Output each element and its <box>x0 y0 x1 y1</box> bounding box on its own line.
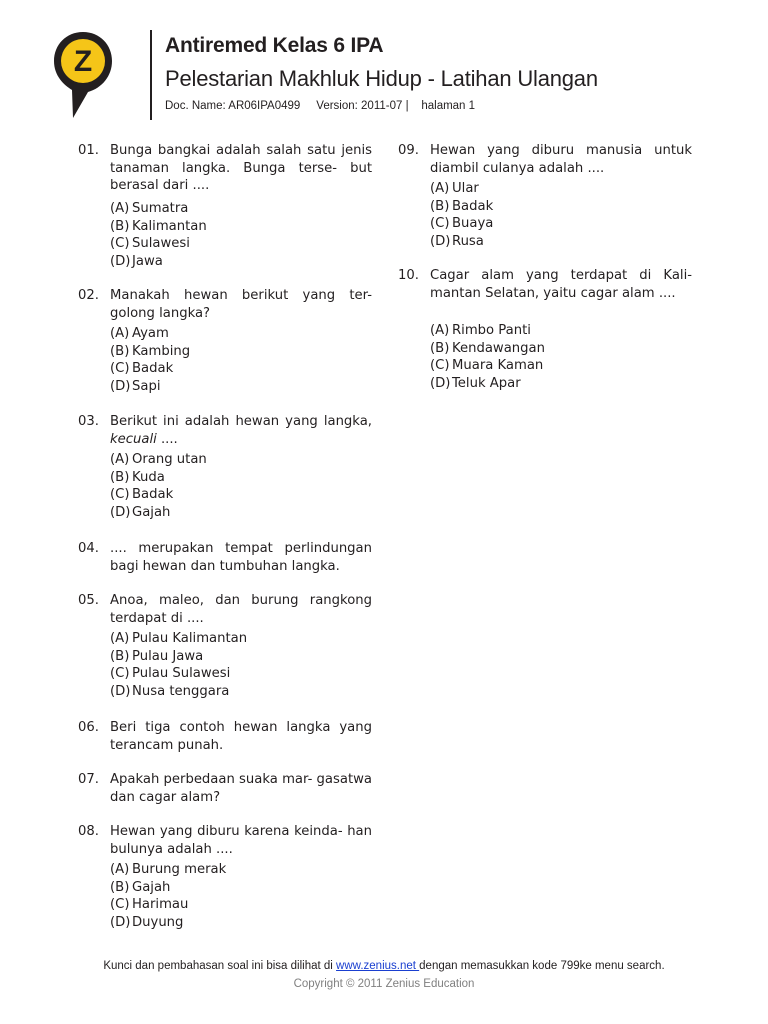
question-text-main: Beri tiga contoh hewan langka yang terancam punah. <box>110 720 372 753</box>
doc-title: Antiremed Kelas 6 IPA <box>165 34 384 57</box>
question-text <box>110 592 372 627</box>
option-text: Orang utan <box>132 452 207 467</box>
footer-text-before: Kunci dan pembahasan soal ini bisa dilihat di <box>103 960 337 972</box>
question-text <box>110 540 372 575</box>
option-a <box>430 180 692 198</box>
header-divider <box>150 30 152 120</box>
option-letter: (A) <box>110 201 130 216</box>
option-d <box>110 253 372 271</box>
option-list <box>110 325 372 395</box>
option-letter: (B) <box>110 218 130 234</box>
option-letter: (C) <box>110 236 130 251</box>
question-number: 04. <box>78 541 99 556</box>
option-letter: (A) <box>430 181 450 196</box>
option-letter: (B) <box>110 469 130 485</box>
option-text: Sumatra <box>132 201 189 216</box>
copyright: Copyright © 2011 Zenius Education <box>293 978 475 990</box>
option-b <box>430 340 692 358</box>
option-text: Kuda <box>132 469 165 485</box>
logo-letter: Z <box>73 45 93 78</box>
option-text: Pulau Kalimantan <box>132 631 248 646</box>
question-number: 01. <box>78 143 99 158</box>
option-letter: (D) <box>110 914 131 930</box>
option-list <box>110 451 372 521</box>
option-c <box>430 215 692 233</box>
option-text: Badak <box>452 198 494 214</box>
option-text: Badak <box>132 361 174 376</box>
option-c <box>430 357 692 375</box>
option-letter: (B) <box>110 648 130 664</box>
option-letter: (C) <box>110 487 130 502</box>
question-number: 07. <box>78 772 99 787</box>
question-number: 02. <box>78 288 99 303</box>
question-text <box>430 267 692 302</box>
question-text-main: Manakah hewan berikut yang ter- golong langka? <box>110 288 372 321</box>
option-letter: (D) <box>430 375 451 391</box>
footer-text-after: dengan memasukkan kode 799ke menu search. <box>419 960 665 972</box>
option-b <box>110 879 372 897</box>
question-text <box>110 142 372 195</box>
option-c <box>110 360 372 378</box>
option-a <box>430 322 692 340</box>
option-c <box>110 235 372 253</box>
question-text <box>110 413 372 448</box>
option-letter: (B) <box>110 879 130 895</box>
option-letter: (C) <box>430 216 450 231</box>
option-letter: (B) <box>430 340 450 356</box>
option-text: Sulawesi <box>132 236 190 251</box>
question-text <box>110 719 372 754</box>
question-text-end: .... <box>156 431 178 447</box>
question-text <box>110 771 372 806</box>
question-text <box>110 823 372 858</box>
question-text <box>430 142 692 177</box>
question-text-main: Bunga bangkai adalah salah satu jenis tanaman langka. Bunga terse- but berasal dari .... <box>110 143 372 193</box>
doc-subtitle: Pelestarian Makhluk Hidup - Latihan Ulangan <box>165 66 598 91</box>
option-d <box>430 233 692 251</box>
option-letter: (D) <box>430 233 451 249</box>
option-letter: (A) <box>110 452 130 467</box>
option-text: Jawa <box>132 253 163 269</box>
option-text: Rusa <box>452 233 484 249</box>
option-letter: (C) <box>110 897 130 912</box>
question-text-main: Berikut ini adalah hewan yang langka, <box>110 414 372 429</box>
option-b <box>110 218 372 236</box>
option-d <box>110 914 372 932</box>
answer-key-note <box>0 960 768 972</box>
option-text: Ayam <box>132 326 169 341</box>
option-letter: (C) <box>430 358 450 373</box>
question-text-main: Apakah perbedaan suaka mar- gasatwa dan cagar alam? <box>110 772 372 805</box>
option-text: Rimbo Panti <box>452 323 531 338</box>
question-text <box>110 287 372 322</box>
option-text: Harimau <box>132 897 189 912</box>
option-letter: (A) <box>430 323 450 338</box>
option-text: Kalimantan <box>132 218 207 234</box>
option-text: Duyung <box>132 914 184 930</box>
option-list <box>430 180 692 250</box>
question-number: 09. <box>398 143 419 158</box>
option-letter: (A) <box>110 326 130 341</box>
option-d <box>110 504 372 522</box>
question-text-main: Anoa, maleo, dan burung rangkong terdapat di .... <box>110 593 372 626</box>
option-a <box>110 200 372 218</box>
option-letter: (B) <box>430 198 450 214</box>
option-b <box>110 648 372 666</box>
option-letter: (C) <box>110 361 130 376</box>
question-number: 08. <box>78 824 99 839</box>
option-list <box>110 200 372 270</box>
option-c <box>110 486 372 504</box>
option-text: Muara Kaman <box>452 358 544 373</box>
question-text-main: Hewan yang diburu karena keinda- han bulunya adalah .... <box>110 824 372 857</box>
question-text-main: Cagar alam yang terdapat di Kali- mantan Selatan, yaitu cagar alam .... <box>430 268 692 301</box>
option-list <box>430 322 692 392</box>
option-text: Badak <box>132 487 174 502</box>
zenius-link[interactable]: www.zenius.net <box>336 960 420 972</box>
question-number: 03. <box>78 414 99 429</box>
question-number: 10. <box>398 268 419 283</box>
option-letter: (D) <box>110 683 131 699</box>
option-text: Nusa tenggara <box>132 683 230 699</box>
option-d <box>110 683 372 701</box>
option-a <box>110 325 372 343</box>
option-d <box>430 375 692 393</box>
option-a <box>110 630 372 648</box>
doc-meta: Doc. Name: AR06IPA0499 Version: 2011-07 | halaman 1 <box>165 100 476 112</box>
option-text: Kendawangan <box>452 340 545 356</box>
question-number: 06. <box>78 720 99 735</box>
option-a <box>110 451 372 469</box>
option-a <box>110 861 372 879</box>
question-text-main: Hewan yang diburu manusia untuk diambil culanya adalah .... <box>430 143 692 176</box>
option-text: Burung merak <box>132 862 227 877</box>
option-list <box>110 861 372 931</box>
option-text: Gajah <box>132 504 171 520</box>
option-text: Ular <box>452 181 479 196</box>
question-text-main: .... merupakan tempat perlindungan bagi hewan dan tumbuhan langka. <box>110 541 372 574</box>
option-letter: (D) <box>110 253 131 269</box>
question-text-italic: kecuali <box>110 431 157 447</box>
option-d <box>110 378 372 396</box>
option-b <box>430 198 692 216</box>
option-text: Pulau Sulawesi <box>132 666 231 681</box>
zenius-logo <box>52 30 114 122</box>
option-letter: (B) <box>110 343 130 359</box>
option-list <box>110 630 372 700</box>
option-text: Pulau Jawa <box>132 648 204 664</box>
option-b <box>110 469 372 487</box>
option-letter: (C) <box>110 666 130 681</box>
option-letter: (D) <box>110 378 131 394</box>
option-c <box>110 896 372 914</box>
option-letter: (A) <box>110 631 130 646</box>
option-letter: (D) <box>110 504 131 520</box>
option-letter: (A) <box>110 862 130 877</box>
option-c <box>110 665 372 683</box>
option-text: Kambing <box>132 343 191 359</box>
option-text: Sapi <box>132 378 161 394</box>
option-text: Buaya <box>452 216 494 231</box>
option-b <box>110 343 372 361</box>
question-number: 05. <box>78 593 99 608</box>
option-text: Teluk Apar <box>452 375 521 391</box>
option-text: Gajah <box>132 879 171 895</box>
